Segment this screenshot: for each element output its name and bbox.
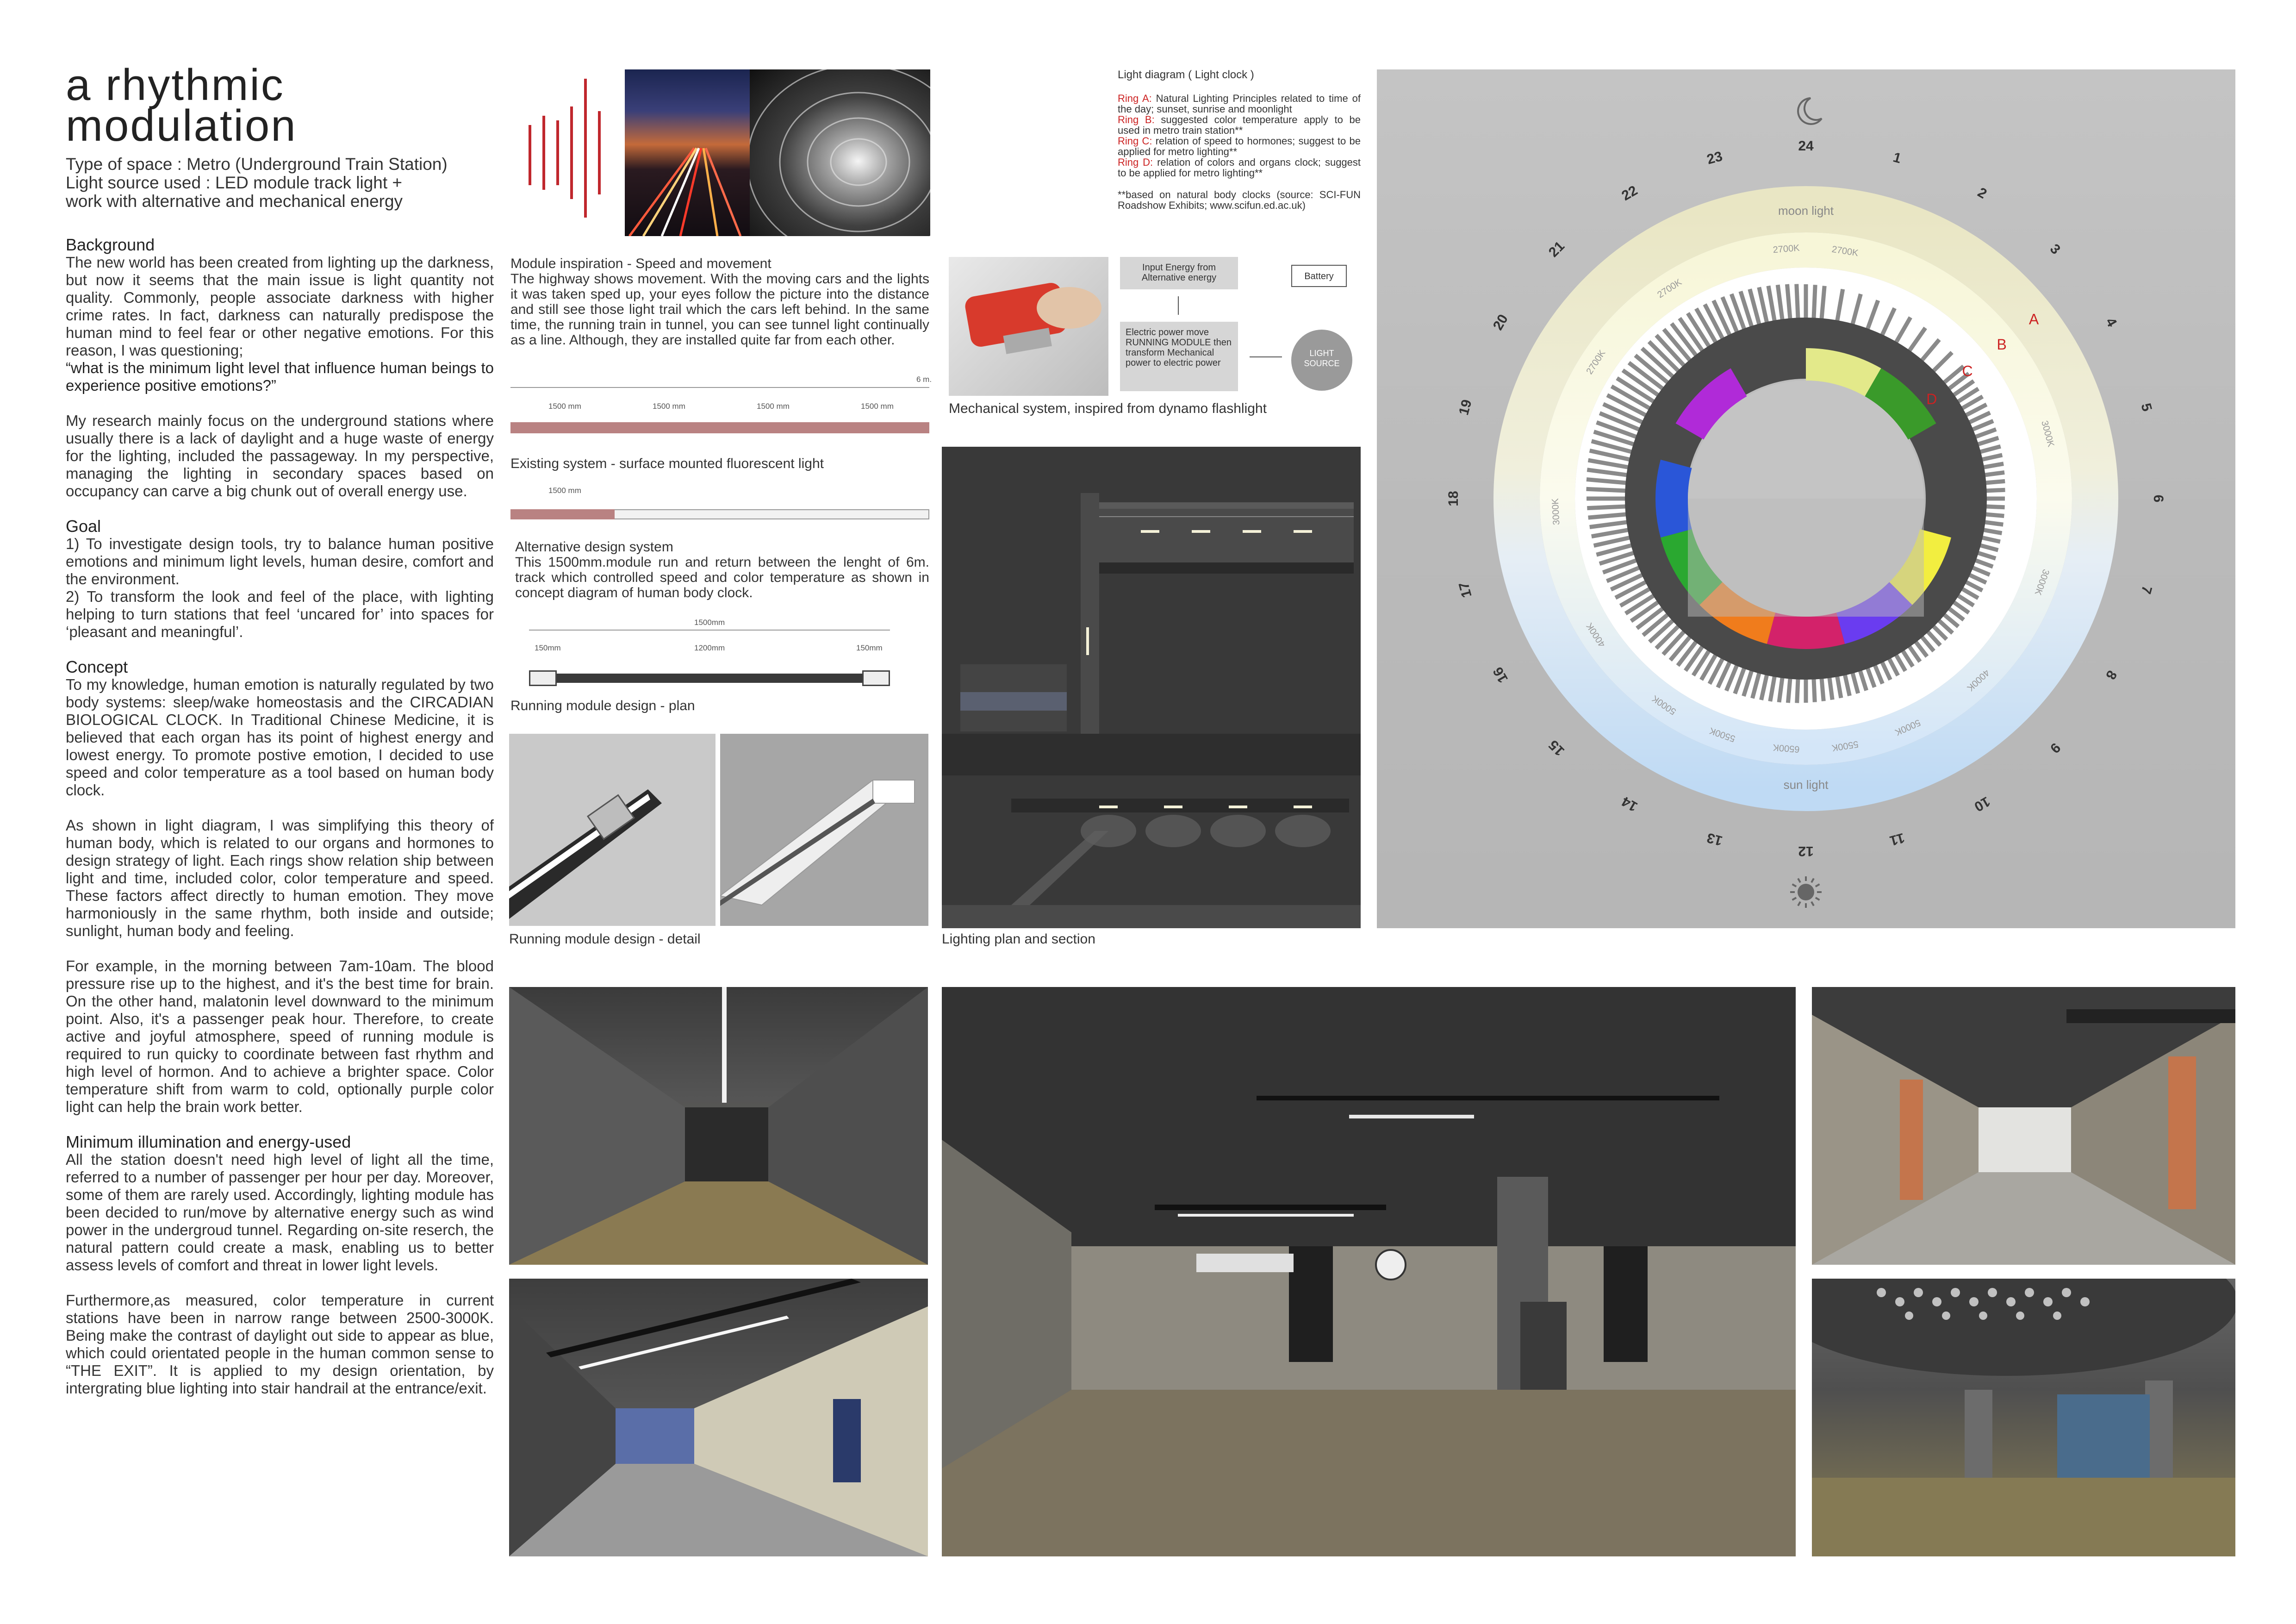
hour-label: 7: [2138, 584, 2155, 596]
hour-label: 1: [1891, 150, 1903, 167]
legend-ring-d: [1118, 157, 1361, 178]
existing-track-bar: [510, 422, 929, 433]
hour-label: 4: [2103, 315, 2120, 330]
existing-caption: Existing system - surface mounted fluorescent light: [510, 456, 824, 471]
photo-corridor-1: [509, 987, 928, 1265]
legend-ring-b-label: Ring B:: [1118, 114, 1155, 125]
mech-light-source: LIGHT SOURCE: [1291, 330, 1352, 391]
hour-label: 8: [2103, 668, 2120, 682]
mech-box-input: Input Energy from Alternative energy: [1120, 257, 1238, 289]
ring-letter: B: [1997, 336, 2007, 353]
highway-photo: [625, 69, 750, 236]
light-source-line-2: work with alternative and mechanical energy: [66, 192, 403, 211]
speed-tick: [1788, 679, 1790, 703]
light-trails: [625, 69, 750, 236]
legend-ring-a-text: Natural Lighting Principles related to time of the day; sunset, sunrise and moonlight: [1118, 93, 1361, 115]
goal-p2: 2) To transform the look and feel of the place, with lighting helping to turn stations that feel ‘uncared for’ into spaces for ‘pleasant and meaningful’.: [66, 588, 494, 640]
tunnel-photo: [750, 69, 930, 236]
color-temp-label: 5000K: [1650, 693, 1678, 717]
concept-p2: As shown in light diagram, I was simplifying this theory of human body, which is related to our organs and hormones to design strategy of light. Each rings show relation ship between light and time, included color, color temperature and speed. These factors affect directly to human emotion. They move harmoniously in the same rhythm, both inside and outside; sunlight, human body and feeling.: [66, 817, 494, 939]
minimum-p2: Furthermore,as measured, color temperature in current stations have been in narrow range between 2500-3000K. Being make the contrast of daylight out side to appear as blue, which could orientated people in the human common sense to “THE EXIT”. It is applied to my design orientation, by intergrating blue lighting into stair handrail at the entrance/exit.: [66, 1292, 494, 1397]
alt-module-bar: [510, 509, 615, 519]
dim-1500-d: 1500 mm: [861, 402, 894, 411]
legend-ring-c-label: Ring C:: [1118, 135, 1152, 147]
hour-label: 24: [1798, 138, 1814, 154]
red-lines-logo: [523, 69, 616, 222]
legend-note: **based on natural body clocks (source: SCI-FUN Roadshow Exhibits; www.scifun.ed.ac.uk): [1118, 189, 1361, 211]
speed-tick: [1986, 481, 2005, 483]
ring-letter: C: [1962, 362, 1973, 380]
color-temp-label: 4000K: [1965, 667, 1991, 693]
hour-label: 23: [1705, 149, 1724, 168]
speed-tick: [1814, 679, 1815, 702]
concept-p1: To my knowledge, human emotion is naturally regulated by two body systems: sleep/wake homeostasis and the CIRCADIAN BIOLOGICAL CLOCK. In Traditional Chinese Medicine, it is believed that each organ has its point of highest energy and lowest energy. To promote postive emotion, I decided to use speed and color temperature as a tool based on human body clock.: [66, 676, 494, 799]
plan-dim-b: 1200mm: [694, 643, 725, 652]
detail-render-2-graphic: [720, 734, 928, 926]
photo-corridor-2-graphic: [509, 1279, 928, 1556]
hour-label: 6: [2151, 494, 2166, 503]
organ-color-segment: [1655, 460, 1692, 537]
dimension-line-6m: [510, 387, 929, 388]
hour-label: 20: [1490, 312, 1512, 333]
mech-caption: Mechanical system, inspired from dynamo flashlight: [949, 401, 1267, 416]
speed-tick: [1986, 506, 2005, 507]
hour-label: 13: [1705, 830, 1724, 849]
page-title: [66, 60, 297, 150]
photo-corridor-2: [509, 1279, 928, 1556]
dimension-6m: 6 m.: [916, 375, 932, 384]
lighting-section-graphic: [942, 447, 1361, 928]
minimum-p1: All the station doesn't need high level of light all the time, referred to a number of passenger per hour per day. Moreover, some of them are rarely used. Accordingly, lighting module has been decided to run/move by alternative energy such as wind power in the undergroud tunnel. Regarding on-site reserch, the natural pattern could create a mask, enabling us to better assess levels of comfort and threat in lower light levels.: [66, 1151, 494, 1274]
goal-p1: 1) To investigate design tools, try to balance human positive emotions and minimum light levels, human desire, comfort and the environment.: [66, 535, 494, 587]
inspiration-heading: Module inspiration - Speed and movement: [510, 256, 772, 271]
plan-dim-c: 150mm: [856, 643, 883, 652]
ring-letter: A: [2028, 311, 2039, 328]
dynamo-flashlight-photo: [949, 257, 1108, 396]
photo-corridor-1-graphic: [509, 987, 928, 1265]
clock-center-lower: [1688, 499, 1924, 617]
light-source-line-1: Light source used : LED module track light +: [66, 173, 403, 192]
legend-ring-a-label: Ring A:: [1118, 93, 1152, 104]
legend-title: Light diagram ( Light clock ): [1118, 69, 1254, 81]
goal-heading: Goal: [66, 517, 101, 536]
hour-label: 18: [1445, 491, 1461, 506]
hour-label: 2: [1975, 184, 1990, 202]
color-temp-label: 6500K: [1772, 742, 1800, 755]
title-line-1: a rhythmic: [66, 60, 285, 110]
subtitle-block: [66, 155, 492, 211]
hour-label: 10: [1972, 793, 1993, 815]
inspiration-text: The highway shows movement. With the moving cars and the lights it was taken sped up, your eyes follow the picture into the distance and still see those light trail which the cars left behind. In the same time, the running train in tunnel, you can see tunnel light continually as a line. Although, they are installed quite far from each other.: [510, 271, 929, 348]
plan-end-left: [529, 670, 557, 686]
speed-tick: [1797, 679, 1798, 703]
title-line-2: modulation: [66, 101, 297, 150]
alt-design: [515, 539, 929, 600]
color-temp-label: 2700K: [1655, 277, 1684, 300]
type-of-space: Type of space : Metro (Underground Train Station): [66, 155, 448, 174]
hour-label: 15: [1546, 737, 1568, 759]
speed-tick: [1986, 490, 2005, 491]
plan-module: [529, 674, 890, 683]
background-heading: Background: [66, 235, 155, 254]
flashlight-graphic: [949, 257, 1108, 396]
speed-tick: [1587, 506, 1625, 508]
legend-ring-d-text: relation of colors and organs clock; suggest to be applied for metro lighting**: [1118, 156, 1361, 179]
photo-passage-graphic: [1812, 987, 2235, 1265]
color-temp-label: 2700K: [1772, 243, 1800, 256]
tunnel-rings: [750, 69, 930, 236]
detail-render-1-graphic: [509, 734, 716, 926]
plan-dim-total: 1500mm: [694, 618, 725, 627]
detail-caption: Running module design - detail: [509, 931, 701, 947]
background-question: “what is the minimum light level that influence human beings to experience positive emotions?”: [66, 359, 494, 394]
photo-pattern-ceiling: [1812, 1279, 2235, 1556]
clock-legend: [1118, 69, 1361, 211]
mech-arrow-2: [1250, 356, 1282, 357]
photo-station-hall: [942, 987, 1796, 1556]
hour-label: 16: [1490, 664, 1512, 686]
speed-tick: [1985, 522, 2004, 525]
hour-label: 9: [2047, 739, 2064, 756]
speed-tick: [1814, 285, 1815, 318]
alt-heading: Alternative design system: [515, 539, 673, 555]
detail-render-1: [509, 734, 716, 926]
legend-ring-d-label: Ring D:: [1118, 156, 1153, 168]
legend-ring-c: [1118, 136, 1361, 157]
concept-p3: For example, in the morning between 7am-10am. The blood pressure rise up to the highest, and it's the best time for brain. On the other hand, malatonin level downward to the minimum point. Also, it's a passenger peak hour. Therefore, to create active and joyful atmosphere, speed of running module is required to run quicky to coordinate between fast rhythm and high level of hormon. And to achieve a brighter space. Color temperature shift from warm to cold, optionally purple color light can help the brain work better.: [66, 957, 494, 1115]
speed-tick: [1985, 473, 2004, 475]
plan-caption: Running module design - plan: [510, 698, 695, 713]
color-temp-label: 3000K: [2039, 419, 2056, 448]
legend-ring-b-text: suggested color temperature apply to be used in metro train station**: [1118, 114, 1361, 136]
hour-label: 14: [1619, 793, 1640, 815]
hour-label: 17: [1456, 580, 1475, 600]
hour-label: 11: [1888, 830, 1906, 849]
background-p2: My research mainly focus on the underground stations where usually there is a lack of daylight and a huge waste of energy for the lighting, included the passageway. In my perspective, managing the lighting in secondary spaces based on occupancy can carve a big chunk out of overall energy use.: [66, 412, 494, 500]
alt-text: This 1500mm.module run and return between the lenght of 6m. track which controlled speed and color temperature as shown in concept diagram of human body clock.: [515, 555, 929, 600]
minimum-heading: Minimum illumination and energy-used: [66, 1132, 351, 1151]
hour-label: 12: [1798, 843, 1814, 859]
mech-battery: Battery: [1291, 265, 1347, 287]
color-temp-label: 4000K: [1584, 621, 1608, 649]
plan-dim-line: [529, 630, 890, 631]
light-clock-diagram: [1377, 69, 2235, 928]
speed-tick: [1822, 679, 1823, 701]
hour-label: 22: [1619, 182, 1640, 204]
background-p1: The new world has been created from lighting up the darkness, but now it seems that the main issue is light quantity not quality. Commonly, people associate darkness with higher crime rates. In fact, darkness can naturally predispose the human mind to feel fear or other negative emotions. For this reason, I was questioning;: [66, 254, 494, 359]
speed-tick: [1986, 514, 2004, 516]
alt-dim-1500: 1500 mm: [548, 486, 581, 495]
speed-tick: [1822, 286, 1824, 319]
speed-tick: [1587, 489, 1626, 491]
color-temp-label: 2700K: [1584, 348, 1608, 376]
hour-label: 19: [1456, 398, 1475, 417]
moon-light-label: moon light: [1778, 203, 1834, 218]
plan-end-right: [862, 670, 890, 686]
lighting-caption: Lighting plan and section: [942, 931, 1095, 947]
sun-light-label: sun light: [1783, 777, 1829, 792]
module-inspiration: [510, 256, 929, 348]
hour-label: 5: [2138, 401, 2155, 413]
detail-render-2: [720, 734, 928, 926]
organ-color-segment: [1767, 612, 1845, 649]
dim-1500-b: 1500 mm: [653, 402, 685, 411]
color-temp-label: 5500K: [1708, 725, 1737, 744]
mech-box-power: Electric power move RUNNING MODULE then transform Mechanical power to electric power: [1120, 322, 1238, 391]
speed-tick: [1797, 284, 1798, 319]
sun-icon: [1798, 884, 1814, 900]
speed-tick: [1829, 678, 1832, 700]
concept-heading: Concept: [66, 657, 128, 676]
lighting-section-drawing: [942, 447, 1361, 928]
photo-pattern-ceiling-graphic: [1812, 1279, 2235, 1556]
ring-letter: D: [1926, 391, 1937, 408]
hour-label: 3: [2047, 241, 2064, 258]
dim-1500-a: 1500 mm: [548, 402, 581, 411]
text-column: [66, 236, 494, 1415]
plan-dim-a: 150mm: [535, 643, 561, 652]
color-temp-label: 3000K: [2032, 568, 2051, 597]
legend-ring-b: [1118, 114, 1361, 136]
color-temp-label: 5000K: [1893, 717, 1922, 737]
photo-passage: [1812, 987, 2235, 1265]
color-temp-label: 5500K: [1831, 738, 1859, 753]
color-temp-label: 2700K: [1831, 244, 1859, 259]
legend-ring-a: [1118, 93, 1361, 114]
mech-arrow-1: [1178, 296, 1179, 315]
legend-ring-c-text: relation of speed to hormones; suggest to be applied for metro lighting**: [1118, 135, 1361, 157]
dim-1500-c: 1500 mm: [757, 402, 790, 411]
hour-label: 21: [1546, 238, 1568, 260]
color-temp-label: 3000K: [1550, 498, 1562, 525]
photo-station-hall-graphic: [942, 987, 1796, 1556]
